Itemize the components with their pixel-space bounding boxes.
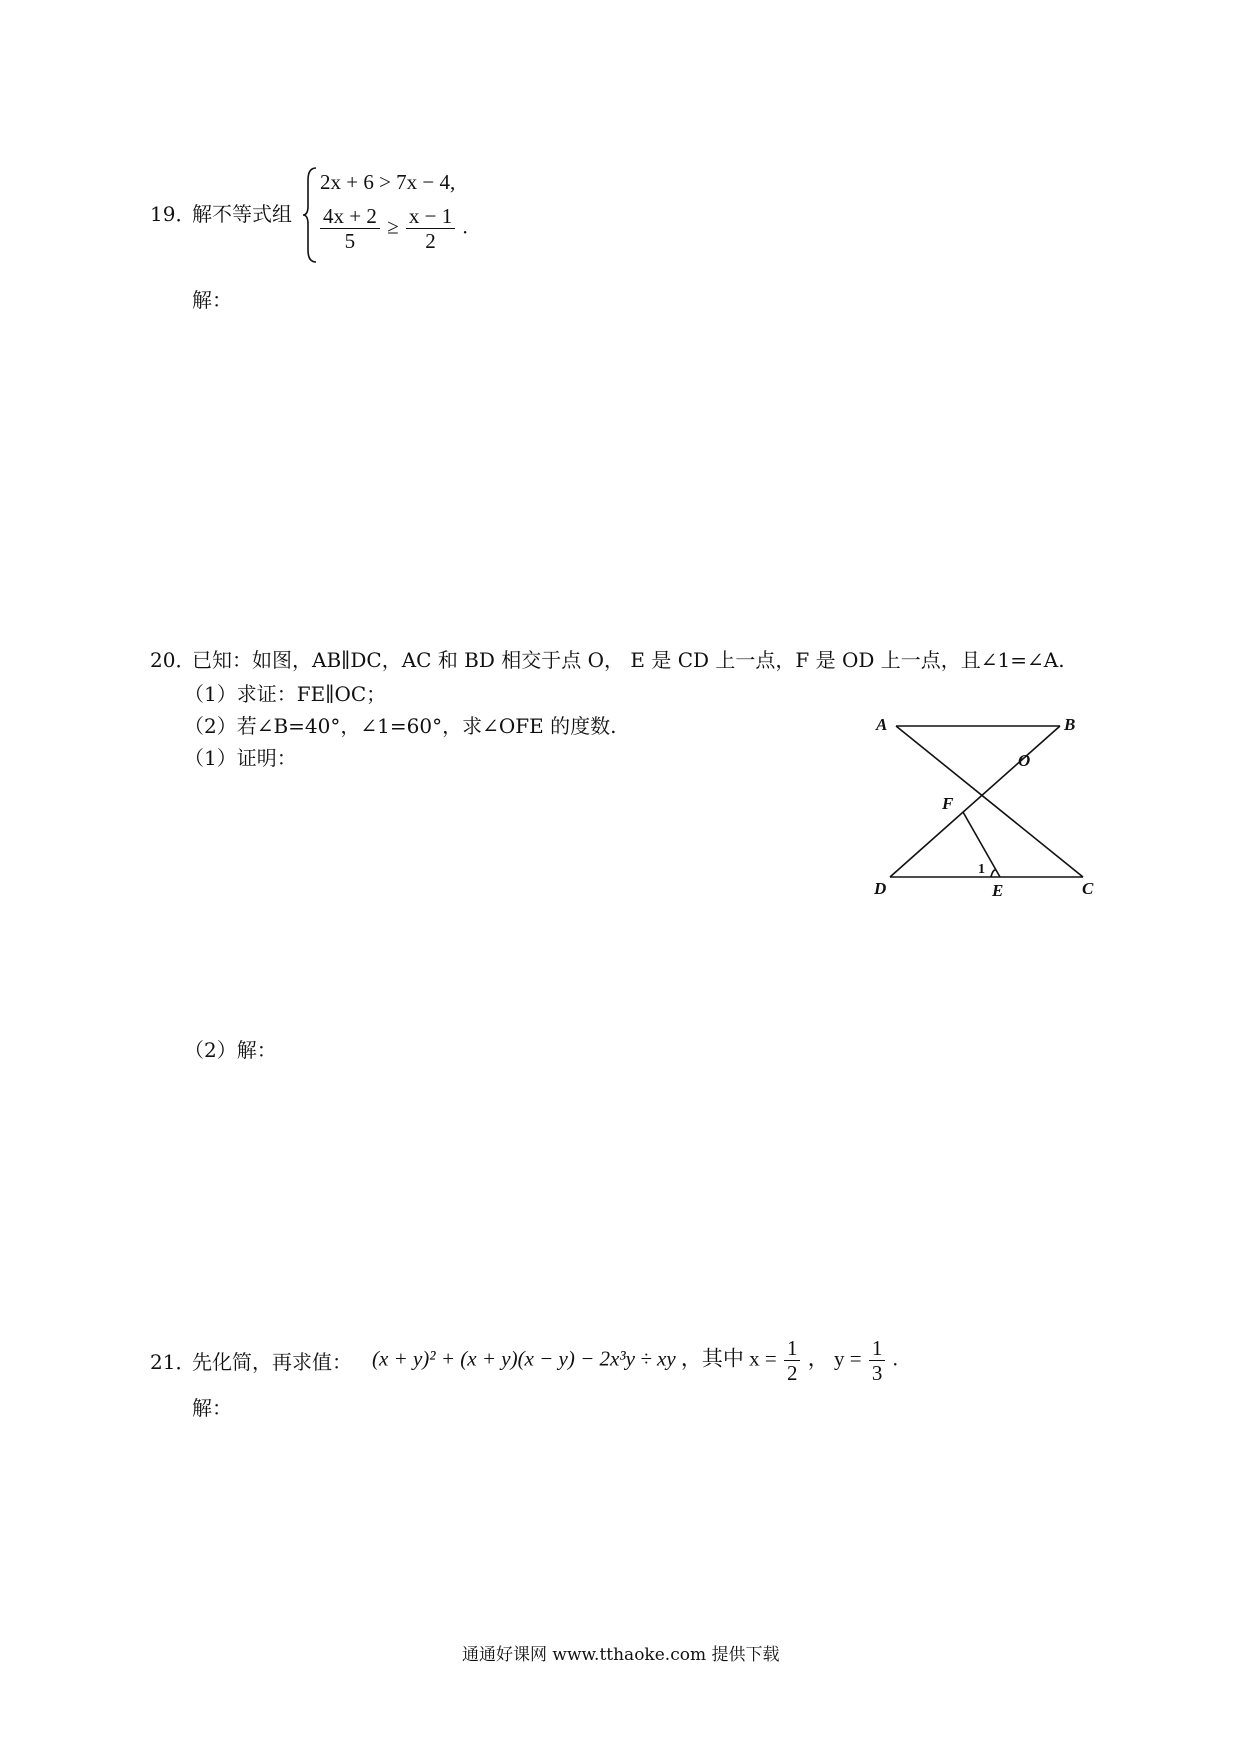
q19-left-fraction [320,204,380,253]
q19-right-numerator: x − 1 [406,204,455,229]
q20-part2: （2）若∠B=40°，∠1=60°，求∠OFE 的度数. [184,714,617,738]
page-footer: 通通好课网 www.tthaoke.com 提供下载 [462,1645,780,1665]
q21-where: ，其中 x = [680,1346,777,1371]
label-e: E [992,881,1004,900]
q21-x-denominator: 2 [786,1361,798,1385]
label-c: C [1082,879,1094,898]
q20-number: 20． [150,648,196,672]
q19-right-fraction [406,204,455,253]
q20-answer2-label: （2）解： [184,1038,277,1062]
angle-1-arc [991,870,996,877]
label-o: O [1018,751,1031,770]
q20-geometry-figure [870,712,1100,902]
q19-answer-label: 解： [192,288,232,312]
q21-prompt: 先化简，再求值： [192,1350,352,1374]
q21-number: 21． [150,1350,196,1374]
label-f: F [942,794,954,813]
q21-answer-label: 解： [192,1396,232,1420]
q21-y-numerator: 1 [869,1336,886,1361]
q20-part1: （1）求证：FE∥OC； [184,682,387,706]
q19-inequality-2 [318,204,468,253]
q19-right-denominator: 2 [425,229,436,253]
q19-ge-sign: ≥ [387,214,399,239]
q20-answer1-label: （1）证明： [184,746,297,770]
q21-expression-line [372,1336,898,1385]
q19-left-denominator: 5 [344,229,356,253]
q21-y-fraction [869,1336,886,1385]
label-angle-1: 1 [978,862,985,877]
q21-x-fraction [784,1336,801,1385]
label-a: A [876,715,888,734]
q19-prompt: 解不等式组 [192,202,292,226]
q21-y-denominator: 3 [871,1361,883,1385]
label-d: D [874,879,887,898]
q19-left-numerator: 4x + 2 [320,204,380,229]
q21-separator: ， y = [807,1346,862,1371]
q19-inequality-1: 2x + 6 > 7x − 4, [320,170,456,194]
segment-ac [896,726,1083,877]
q20-stem: 已知：如图，AB∥DC，AC 和 BD 相交于点 O， E 是 CD 上一点，F 是 OD 上一点，且∠1=∠A. [192,648,1065,672]
segment-db [890,726,1060,877]
label-b: B [1064,715,1076,734]
q21-x-numerator: 1 [784,1336,801,1361]
q21-expression: (x + y)² + (x + y)(x − y) − 2x³y ÷ xy [372,1346,676,1371]
q19-period: . [462,214,468,239]
q21-period: . [892,1346,898,1371]
q19-number: 19． [150,202,196,226]
